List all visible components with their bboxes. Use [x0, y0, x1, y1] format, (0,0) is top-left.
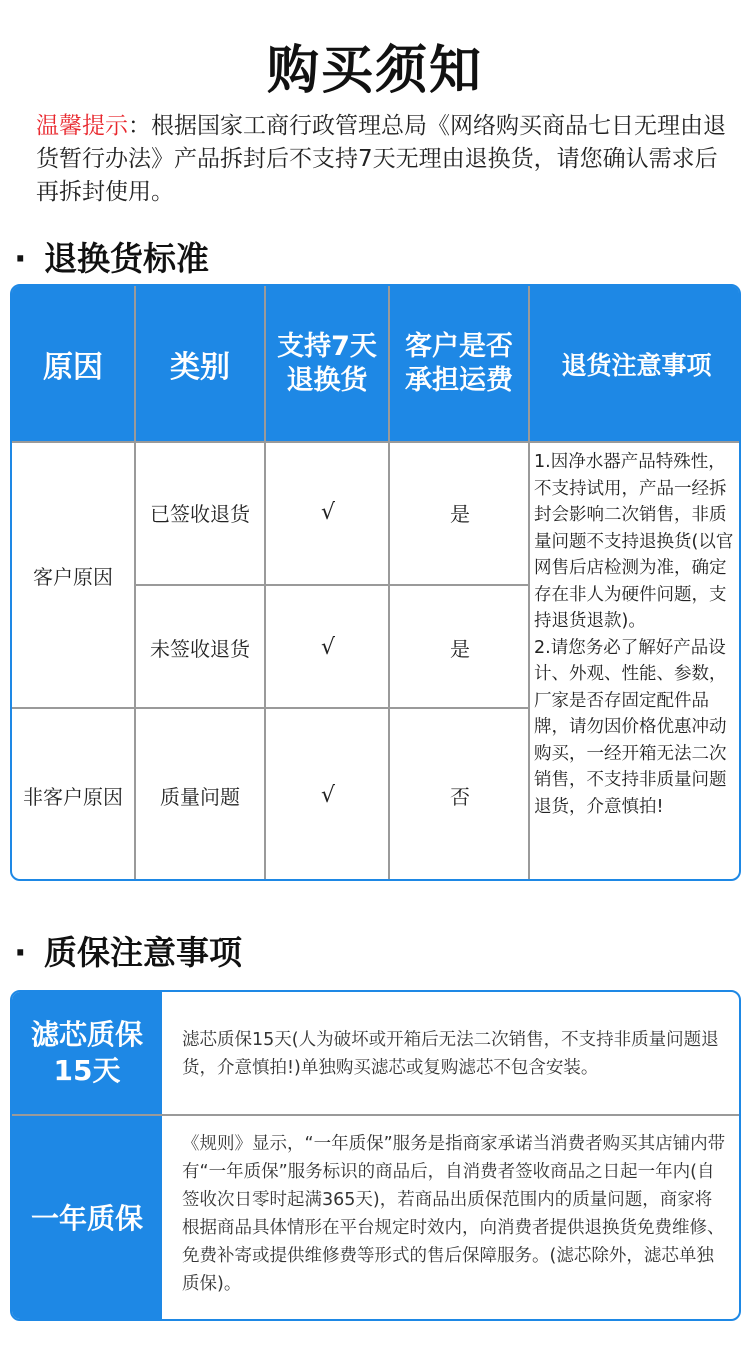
page-title: 购买须知 [266, 41, 483, 101]
warranty-label-filter: 滤芯质保15天 [12, 992, 162, 1114]
header-freight: 客户是否承担运费 [390, 286, 528, 441]
header-category: 类别 [136, 286, 264, 441]
section-title: 退换货标准 [44, 239, 209, 278]
warranty-text-filter: 滤芯质保15天(人为破坏或开箱后无法二次销售，不支持非质量问题退货，介意慎拍!)单独购买滤芯或复购滤芯不包含安装。 [182, 1030, 719, 1078]
category-unsigned-return: 未签收退货 [150, 637, 250, 661]
warranty-text-one-year: 《规则》显示，“一年质保”服务是指商家承诺当消费者购买其店铺内带有“一年质保”服务标识的商品后，自消费者签收商品之日起一年内(自签收次日零时起满365天)，若商品出质保范围内的质量问题，商家将根据商品具体情形在平台规定时效内，向消费者提供退换货免费维修、免费补寄或提供维修费等形式的售后保障服务。(滤芯除外，滤芯单独质保)。 [182, 1134, 726, 1294]
freight-value: 是 [450, 637, 470, 661]
reason-non-customer: 非客户原因 [23, 784, 123, 809]
return-notes-text: 1.因净水器产品特殊性，不支持试用，产品一经拆封会影响二次销售，非质量问题不支持退换货(以官网售后店检测为准，确定存在非人为硬件问题，支持退货退款)。 2.请您务必了解好产品设计、外观、性能、参数，厂家是否存固定配件品牌，请勿因价格优惠冲动购买，一经开箱无法二次销售，不支持非质量问题退货，介意慎拍! [534, 452, 734, 817]
header-reason: 原因 [12, 286, 134, 441]
section-title: 质保注意事项 [44, 933, 242, 972]
reason-customer: 客户原因 [33, 564, 113, 589]
support-mark: √ [320, 782, 336, 808]
notice-highlight: 温馨提示 [36, 113, 128, 139]
bullet-dot: · [14, 933, 27, 972]
grid-line [528, 286, 530, 881]
notice-paragraph [36, 110, 726, 209]
category-quality-issue: 质量问题 [160, 784, 240, 809]
grid-line [136, 584, 528, 586]
category-signed-return: 已签收退货 [150, 502, 250, 526]
grid-line [12, 441, 741, 443]
freight-value: 是 [450, 502, 470, 526]
freight-value: 否 [450, 784, 470, 809]
bullet-dot: · [14, 239, 27, 278]
warranty-label-one-year: 一年质保 [12, 1116, 162, 1321]
notice-text: ：根据国家工商行政管理总局《网络购买商品七日无理由退货暂行办法》产品拆封后不支持7天无理由退换货，请您确认需求后再拆封使用。 [36, 113, 726, 205]
grid-line [12, 707, 528, 709]
return-standard-table [10, 284, 741, 881]
header-support-7day: 支持7天退换货 [268, 286, 386, 441]
support-mark: √ [320, 500, 336, 525]
section-return-standard-heading [14, 233, 209, 280]
warranty-table [10, 990, 741, 1321]
header-return-notes: 退货注意事项 [532, 286, 741, 441]
support-mark: √ [320, 635, 336, 660]
section-warranty-heading [14, 927, 242, 974]
